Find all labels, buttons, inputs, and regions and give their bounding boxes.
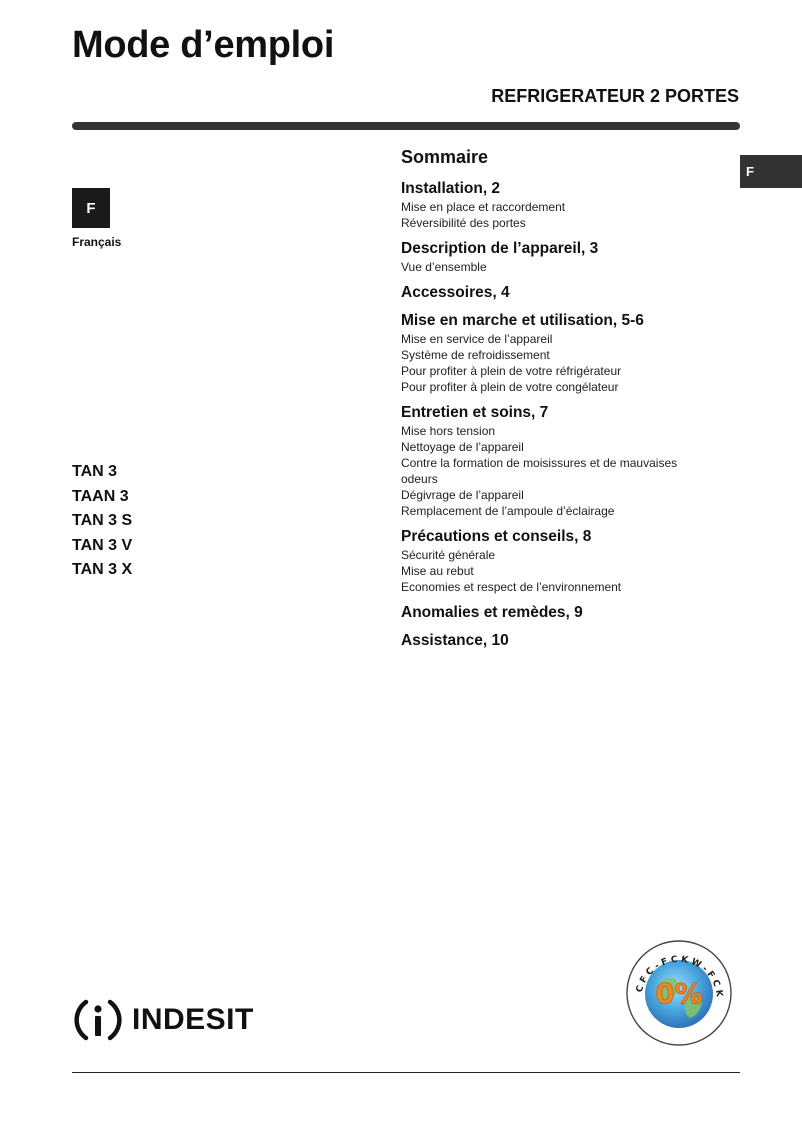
toc-section-title: Mise en marche et utilisation, 5-6 (401, 312, 644, 329)
footer-divider (72, 1072, 740, 1073)
header-divider (72, 122, 740, 130)
table-of-contents (401, 147, 701, 659)
language-label: Français (72, 235, 122, 249)
toc-subitem: Mise au rebut (401, 564, 474, 578)
toc-section-title: Précautions et conseils, 8 (401, 528, 592, 545)
toc-section (401, 311, 701, 395)
toc-section (401, 239, 701, 275)
language-side-tab: F (740, 155, 802, 188)
toc-subitem: Vue d’ensemble (401, 260, 487, 274)
toc-section (401, 403, 701, 519)
toc-section-title: Description de l’appareil, 3 (401, 240, 599, 257)
toc-subitem: Pour profiter à plein de votre réfrigérateur (401, 364, 622, 378)
product-type-heading: REFRIGERATEUR 2 PORTES (491, 86, 739, 106)
toc-subitem: Sécurité générale (401, 548, 496, 562)
svg-text:0%: 0% (655, 977, 703, 1010)
page-title: Mode d’emploi (72, 24, 335, 66)
model-item: TAN 3 (72, 463, 118, 480)
cfc-free-seal-icon (624, 938, 734, 1048)
model-item: TAN 3 X (72, 561, 133, 578)
toc-subitem: Dégivrage de l’appareil (401, 488, 524, 502)
model-item: TAN 3 S (72, 512, 133, 529)
toc-subitem: Réversibilité des portes (401, 216, 526, 230)
toc-subitem: Mise en service de l’appareil (401, 332, 553, 346)
toc-section (401, 179, 701, 231)
toc-subitem: Système de refroidissement (401, 348, 550, 362)
svg-text:CFC-FCKW-FCK: CFC-FCKW-FCK (634, 954, 725, 1001)
toc-section (401, 283, 701, 303)
toc-section-title: Installation, 2 (401, 180, 501, 197)
toc-section (401, 527, 701, 595)
toc-section-title: Assistance, 10 (401, 632, 509, 649)
brand-wordmark: INDESIT (132, 1003, 254, 1036)
model-item: TAAN 3 (72, 487, 129, 505)
toc-section-title: Entretien et soins, 7 (401, 404, 549, 421)
toc-subitem: Mise en place et raccordement (401, 200, 566, 214)
toc-section-title: Anomalies et remèdes, 9 (401, 604, 583, 621)
cfc-free-badge (624, 938, 734, 1053)
toc-heading: Sommaire (401, 147, 489, 167)
toc-subitem: Pour profiter à plein de votre congélateur (401, 380, 619, 394)
toc-subitem: Economies et respect de l’environnement (401, 580, 622, 594)
language-code-box: F (72, 188, 110, 228)
brand-logo (72, 994, 254, 1046)
toc-subitem: Mise hors tension (401, 424, 496, 438)
model-list (72, 460, 132, 583)
toc-subitem: Contre la formation de moisissures et de mauvaises odeurs (401, 456, 678, 486)
toc-subitem: Remplacement de l’ampoule d’éclairage (401, 504, 615, 518)
toc-section (401, 603, 701, 623)
indesit-logo-icon (72, 994, 124, 1046)
toc-subitem: Nettoyage de l’appareil (401, 440, 524, 454)
model-item: TAN 3 V (72, 536, 133, 554)
toc-section (401, 631, 701, 651)
toc-section-title: Accessoires, 4 (401, 284, 510, 301)
